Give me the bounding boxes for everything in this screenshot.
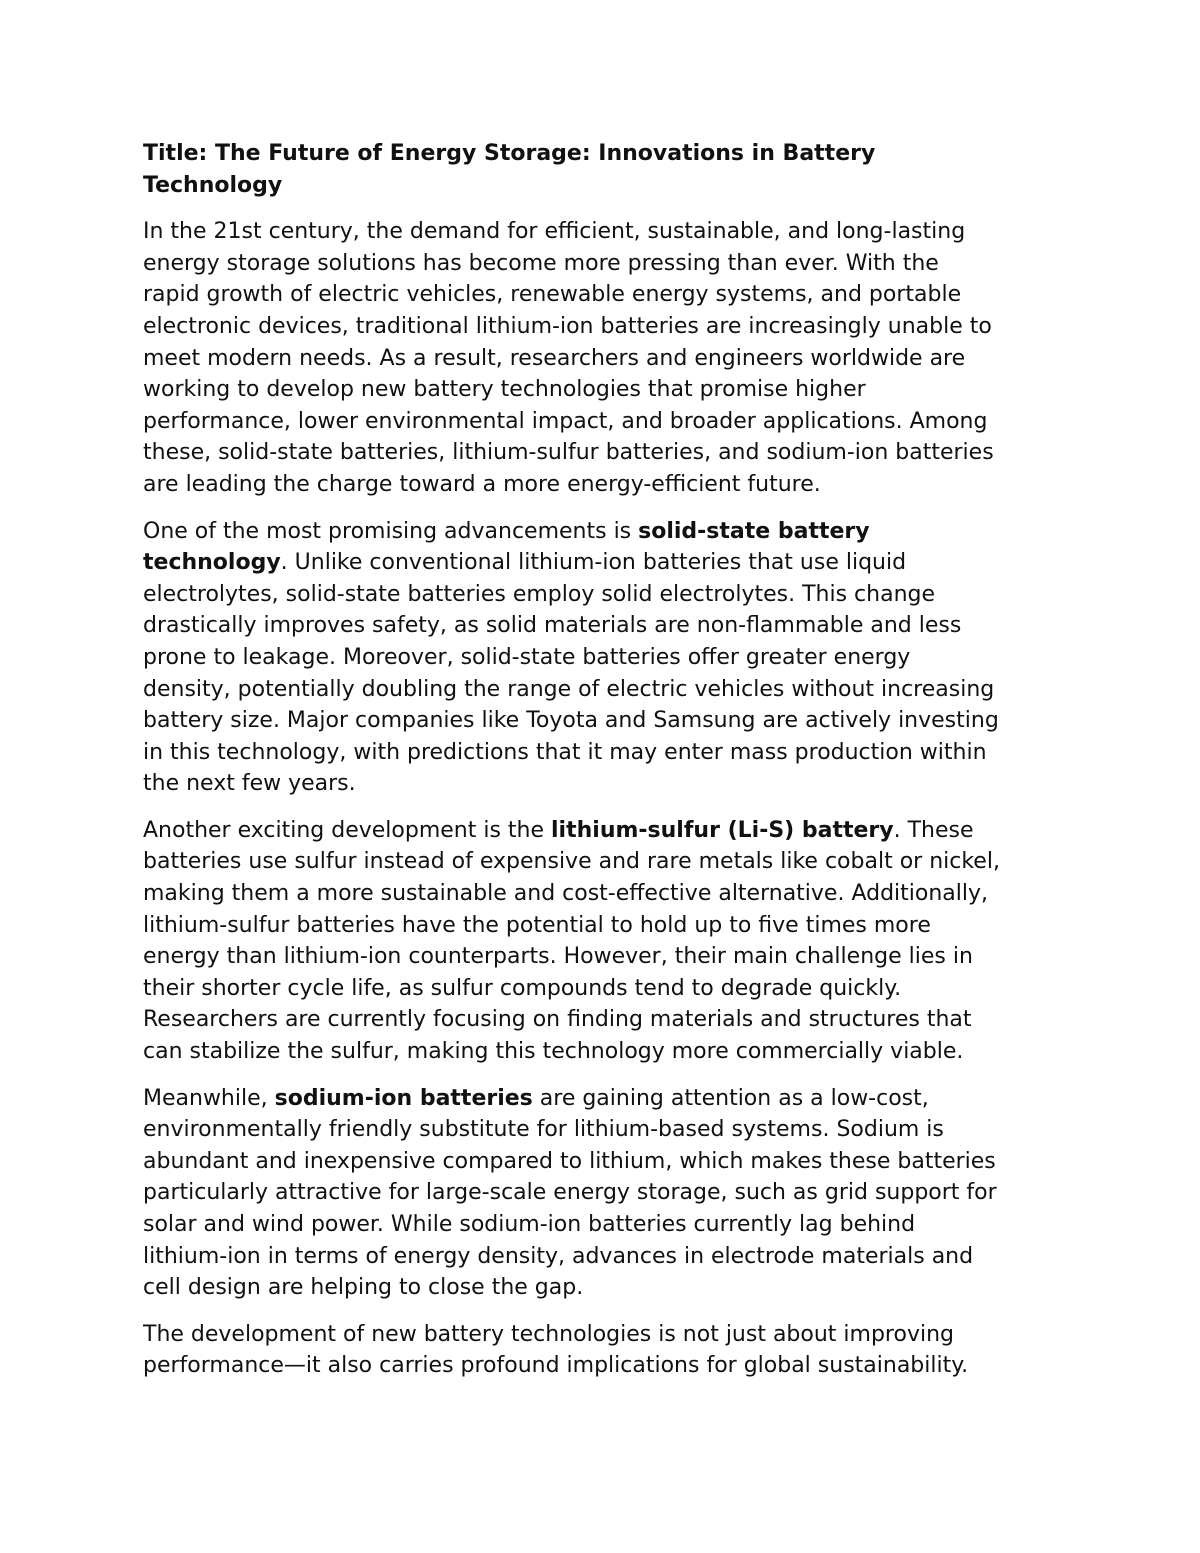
text-line: electrolytes, solid-state batteries employ solid electrolytes. This change xyxy=(143,581,936,607)
text-run: . These xyxy=(893,817,974,843)
paragraph-solid-state xyxy=(143,516,1073,800)
text-line xyxy=(143,547,1073,579)
text-line: performance—it also carries profound implications for global sustainability. xyxy=(143,1353,969,1379)
text-line: drastically improves safety, as solid materials are non-flammable and less xyxy=(143,613,962,639)
text-line xyxy=(143,815,1073,847)
text-line: energy than lithium-ion counterparts. However, their main challenge lies in xyxy=(143,944,973,970)
paragraph-sustainability xyxy=(143,1319,1073,1382)
bold-term-technology: technology xyxy=(143,550,281,576)
text-line: electronic devices, traditional lithium-ion batteries are increasingly unable to xyxy=(143,313,992,339)
text-line: density, potentially doubling the range of electric vehicles without increasing xyxy=(143,676,995,702)
text-run: Meanwhile, xyxy=(143,1085,275,1111)
text-line: In the 21st century, the demand for efficient, sustainable, and long-lasting xyxy=(143,219,966,245)
text-line: in this technology, with predictions that it may enter mass production within xyxy=(143,739,987,765)
text-run: One of the most promising advancements is xyxy=(143,518,639,544)
text-run: . Unlike conventional lithium-ion batteries that use liquid xyxy=(280,550,907,576)
text-line: prone to leakage. Moreover, solid-state batteries offer greater energy xyxy=(143,644,911,670)
text-line: environmentally friendly substitute for lithium-based systems. Sodium is xyxy=(143,1117,944,1143)
text-line: lithium-sulfur batteries have the potential to hold up to five times more xyxy=(143,912,931,938)
paragraph-lithium-sulfur xyxy=(143,815,1073,1068)
text-line: The development of new battery technologies is not just about improving xyxy=(143,1321,954,1347)
text-line: particularly attractive for large-scale energy storage, such as grid support for xyxy=(143,1180,997,1206)
text-run: are gaining attention as a low-cost, xyxy=(532,1085,929,1111)
text-line: are leading the charge toward a more energy-efficient future. xyxy=(143,471,821,497)
text-line: making them a more sustainable and cost-effective alternative. Additionally, xyxy=(143,881,989,907)
text-line: can stabilize the sulfur, making this technology more commercially viable. xyxy=(143,1039,964,1065)
bold-term-sodium-ion: sodium-ion batteries xyxy=(274,1085,533,1111)
text-run: Another exciting development is the xyxy=(143,817,552,843)
title-line: Technology xyxy=(143,172,283,198)
title-line: Title: The Future of Energy Storage: Innovations in Battery xyxy=(143,141,876,166)
text-line: Researchers are currently focusing on finding materials and structures that xyxy=(143,1007,972,1033)
text-line: rapid growth of electric vehicles, renewable energy systems, and portable xyxy=(143,282,962,308)
text-line: these, solid-state batteries, lithium-sulfur batteries, and sodium-ion batteries xyxy=(143,440,994,466)
paragraph-sodium-ion xyxy=(143,1083,1073,1304)
text-line: working to develop new battery technologies that promise higher xyxy=(143,377,866,403)
document-body xyxy=(143,138,1073,1397)
bold-term-solid-state: solid-state battery xyxy=(638,518,870,544)
bold-term-lithium-sulfur: lithium-sulfur (Li-S) battery xyxy=(551,817,894,843)
text-line: batteries use sulfur instead of expensive and rare metals like cobalt or nickel, xyxy=(143,849,1000,875)
text-line xyxy=(143,516,1073,548)
text-line: abundant and inexpensive compared to lithium, which makes these batteries xyxy=(143,1148,996,1174)
text-line: performance, lower environmental impact, and broader applications. Among xyxy=(143,408,988,434)
text-line: their shorter cycle life, as sulfur compounds tend to degrade quickly. xyxy=(143,975,902,1001)
text-line: energy storage solutions has become more pressing than ever. With the xyxy=(143,250,939,276)
text-line: cell design are helping to close the gap. xyxy=(143,1275,584,1301)
text-line: meet modern needs. As a result, researchers and engineers worldwide are xyxy=(143,345,966,371)
document-title xyxy=(143,138,1073,201)
text-line: solar and wind power. While sodium-ion batteries currently lag behind xyxy=(143,1212,916,1237)
text-line: the next few years. xyxy=(143,771,356,797)
text-line: lithium-ion in terms of energy density, advances in electrode materials and xyxy=(143,1243,974,1269)
text-line xyxy=(143,1083,1073,1115)
text-line: battery size. Major companies like Toyota and Samsung are actively investing xyxy=(143,708,999,734)
paragraph-intro xyxy=(143,216,1073,500)
